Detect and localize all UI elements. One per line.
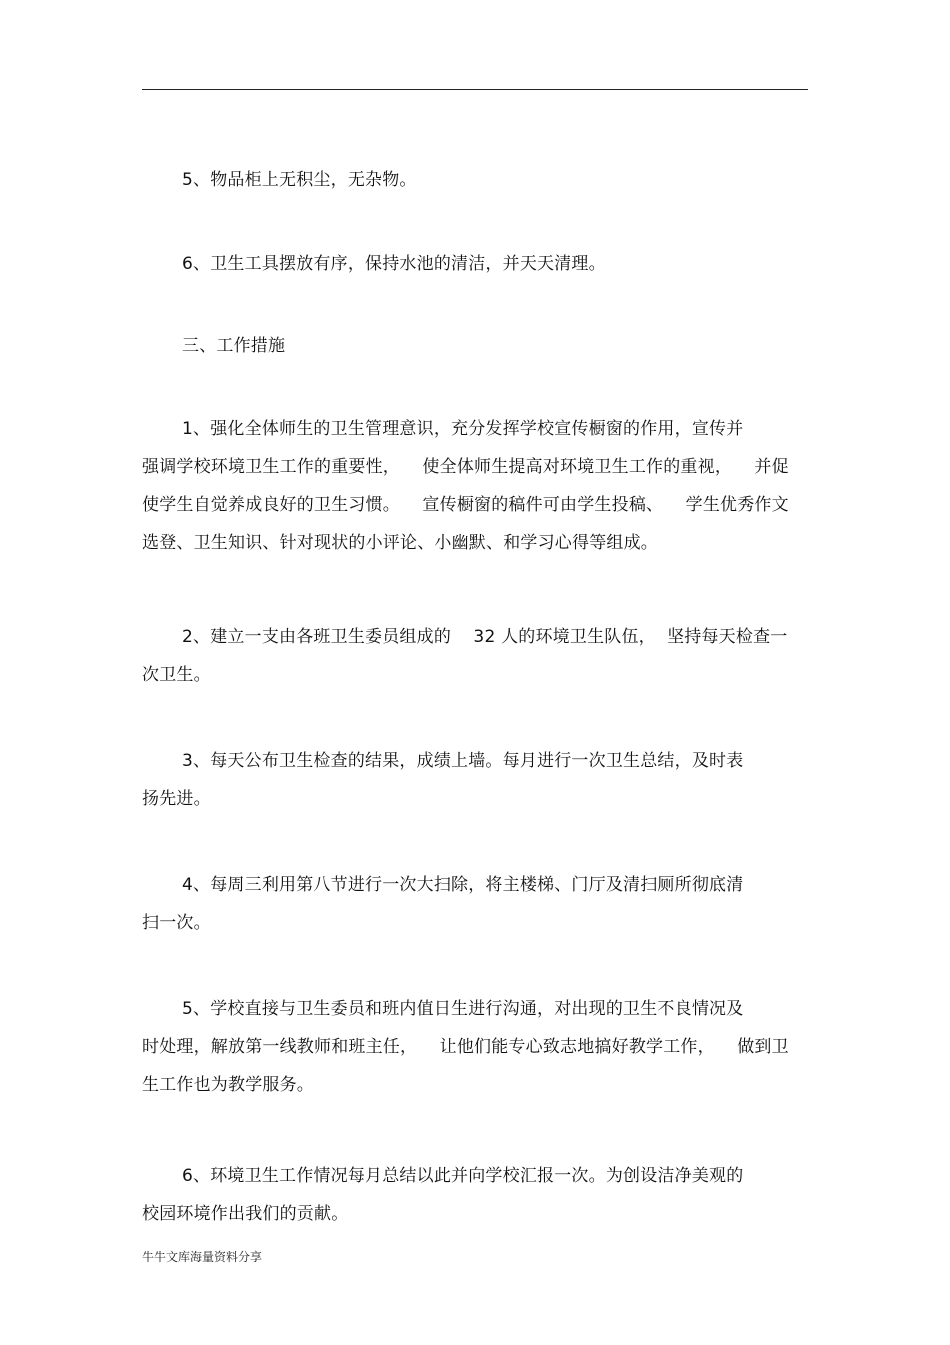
paragraph-line: 1、强化全体师生的卫生管理意识，充分发挥学校宣传橱窗的作用，宣传并 [182, 419, 744, 439]
measure-6 [142, 1157, 808, 1233]
paragraph-line: 扫一次。 [142, 913, 211, 933]
list-item-6 [142, 245, 808, 283]
paragraph-line: 4、每周三利用第八节进行一次大扫除，将主楼梯、门厅及清扫厕所彻底清 [182, 875, 744, 895]
measure-2 [142, 618, 808, 694]
section-heading [142, 327, 808, 365]
measure-5 [142, 990, 808, 1104]
section-heading-text: 三、工作措施 [182, 336, 286, 356]
paragraph-line: 校园环境作出我们的贡献。 [142, 1204, 349, 1224]
paragraph-line: 6、卫生工具摆放有序，保持水池的清洁，并天天清理。 [182, 254, 606, 274]
paragraph-line: 5、物品柜上无积尘，无杂物。 [182, 170, 417, 190]
measure-4 [142, 866, 808, 942]
list-item-5 [142, 161, 808, 199]
paragraph-line: 3、每天公布卫生检查的结果，成绩上墙。每月进行一次卫生总结，及时表 [182, 751, 744, 771]
page-footer: 牛牛文库海量资料分享 [142, 1250, 263, 1264]
paragraph-line: 使学生自觉养成良好的卫生习惯。 宣传橱窗的稿件可由学生投稿、 学生优秀作文 [142, 495, 789, 515]
paragraph-line: 6、环境卫生工作情况每月总结以此并向学校汇报一次。为创设洁净美观的 [182, 1166, 744, 1186]
paragraph-line: 次卫生。 [142, 665, 211, 685]
paragraph-line: 2、建立一支由各班卫生委员组成的 32 人的环境卫生队伍， 坚持每天检查一 [182, 627, 788, 647]
paragraph-line: 生工作也为教学服务。 [142, 1075, 314, 1095]
paragraph-line: 扬先进。 [142, 789, 211, 809]
paragraph-line: 选登、卫生知识、针对现状的小评论、小幽默、和学习心得等组成。 [142, 533, 658, 553]
measure-3 [142, 742, 808, 818]
measure-1 [142, 410, 808, 562]
paragraph-line: 强调学校环境卫生工作的重要性， 使全体师生提高对环境卫生工作的重视， 并促 [142, 457, 789, 477]
paragraph-line: 时处理，解放第一线教师和班主任， 让他们能专心致志地搞好教学工作， 做到卫 [142, 1037, 789, 1057]
paragraph-line: 5、学校直接与卫生委员和班内值日生进行沟通，对出现的卫生不良情况及 [182, 999, 744, 1019]
header-rule [142, 89, 808, 90]
